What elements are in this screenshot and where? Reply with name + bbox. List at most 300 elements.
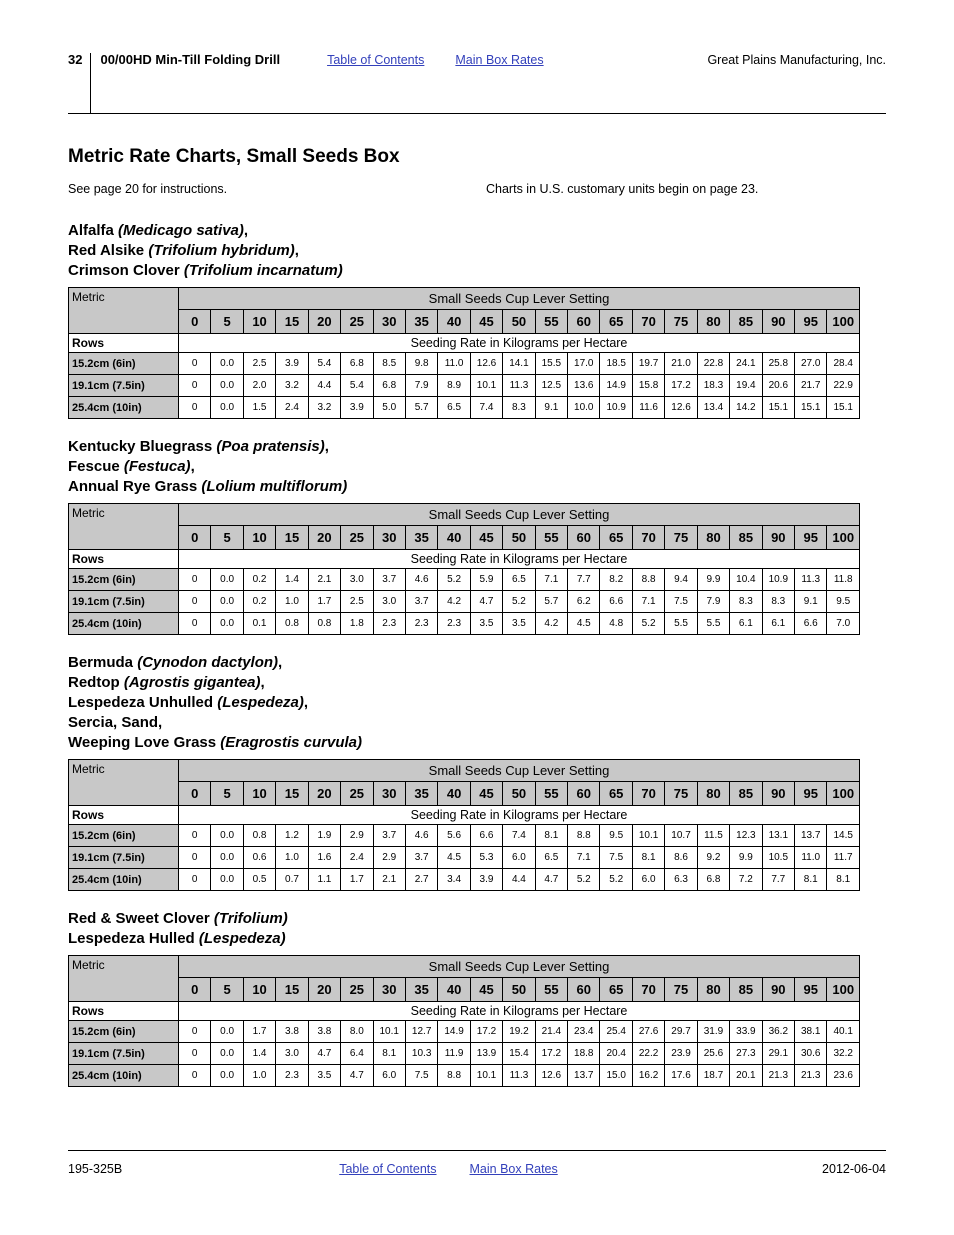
rate-value-cell: 4.4 [308,375,340,397]
rate-value-cell: 21.3 [762,1065,794,1087]
lever-setting-value: 45 [470,978,502,1002]
metric-corner-label: Metric [69,760,179,806]
rate-value-cell: 6.5 [535,847,567,869]
rate-value-cell: 23.6 [827,1065,860,1087]
rate-row [69,847,860,869]
rate-value-cell: 2.1 [373,869,405,891]
company-name: Great Plains Manufacturing, Inc. [707,53,886,67]
species-heading [68,713,886,733]
species-heading [68,653,886,673]
rate-value-cell: 7.9 [405,375,437,397]
rate-value-cell: 12.7 [405,1021,437,1043]
species-name: Annual Rye Grass [68,478,198,495]
rate-value-cell: 8.3 [762,591,794,613]
row-spacing-label: 19.1cm (7.5in) [69,591,179,613]
rate-value-cell: 11.8 [827,569,860,591]
rate-value-cell: 2.3 [438,613,470,635]
metric-corner-label: Metric [69,288,179,334]
lever-setting-header: Small Seeds Cup Lever Setting [179,760,860,782]
species-heading [68,261,886,281]
lever-setting-value: 15 [276,526,308,550]
lever-setting-value: 65 [600,782,632,806]
part-number: 195-325B [68,1162,123,1176]
rate-value-cell: 3.9 [341,397,373,419]
species-heading [68,221,886,241]
rate-value-cell: 27.0 [795,353,827,375]
rate-value-cell: 4.6 [405,569,437,591]
rate-value-cell: 1.7 [341,869,373,891]
lever-setting-value: 95 [795,310,827,334]
lever-setting-value: 65 [600,310,632,334]
rate-value-cell: 5.4 [341,375,373,397]
species-heading-tail: , [243,222,249,239]
rate-value-cell: 1.6 [308,847,340,869]
species-latin-name: (Medicago sativa) [113,222,244,239]
rate-value-cell: 9.9 [697,569,729,591]
rate-value-cell: 13.1 [762,825,794,847]
rate-value-cell: 1.5 [243,397,275,419]
rate-row [69,869,860,891]
rate-value-cell: 5.0 [373,397,405,419]
species-heading-tail: , [294,242,299,259]
page-header [68,52,886,114]
rate-value-cell: 1.2 [276,825,308,847]
rate-value-cell: 6.4 [341,1043,373,1065]
rate-value-cell: 4.7 [535,869,567,891]
lever-setting-value: 95 [795,526,827,550]
row-spacing-label: 25.4cm (10in) [69,613,179,635]
rate-value-cell: 11.3 [503,1065,535,1087]
notes-row [68,182,886,199]
lever-setting-value: 15 [276,782,308,806]
rate-value-cell: 6.8 [341,353,373,375]
main-box-rates-link[interactable]: Main Box Rates [455,53,544,67]
lever-setting-value: 85 [730,782,762,806]
rate-value-cell: 1.7 [243,1021,275,1043]
rate-value-cell: 9.5 [600,825,632,847]
lever-setting-value: 65 [600,978,632,1002]
species-heading [68,673,886,693]
species-heading [68,693,886,713]
rate-table-body [69,1002,860,1087]
rate-value-cell: 1.9 [308,825,340,847]
rate-value-cell: 0.0 [211,1065,243,1087]
rate-value-cell: 13.9 [470,1043,502,1065]
lever-setting-value: 35 [405,978,437,1002]
rate-value-cell: 7.5 [405,1065,437,1087]
rate-value-cell: 15.1 [795,397,827,419]
footer-toc-link[interactable]: Table of Contents [339,1162,437,1176]
rate-value-cell: 0.0 [211,869,243,891]
rate-value-cell: 17.0 [568,353,600,375]
rate-value-cell: 9.9 [730,847,762,869]
rate-table-head [69,288,860,334]
rate-value-cell: 12.6 [665,397,697,419]
rate-table-body [69,334,860,419]
rate-value-cell: 0 [179,397,211,419]
rate-value-cell: 11.9 [438,1043,470,1065]
rate-value-cell: 22.8 [697,353,729,375]
lever-setting-value: 20 [308,526,340,550]
rate-value-cell: 2.7 [405,869,437,891]
rate-value-cell: 5.7 [535,591,567,613]
rate-value-cell: 3.9 [276,353,308,375]
lever-setting-value: 30 [373,782,405,806]
rate-value-cell: 29.1 [762,1043,794,1065]
species-latin-name: (Lespedeza) [213,694,304,711]
rate-value-cell: 0 [179,375,211,397]
lever-setting-value: 35 [405,526,437,550]
seed-section [68,221,886,419]
metric-corner-label: Metric [69,956,179,1002]
rate-value-cell: 12.3 [730,825,762,847]
rate-value-cell: 8.9 [438,375,470,397]
toc-link[interactable]: Table of Contents [327,53,425,67]
species-heading-tail: , [190,458,195,475]
rate-table-head [69,760,860,806]
rate-value-cell: 27.3 [730,1043,762,1065]
species-latin-name: (Agrostis gigantea) [119,674,261,691]
row-spacing-label: 25.4cm (10in) [69,869,179,891]
rate-value-cell: 27.6 [632,1021,664,1043]
rate-value-cell: 6.0 [503,847,535,869]
rate-value-cell: 0 [179,1043,211,1065]
rate-value-cell: 36.2 [762,1021,794,1043]
row-spacing-label: 15.2cm (6in) [69,353,179,375]
rate-value-cell: 3.9 [470,869,502,891]
rate-value-cell: 6.2 [568,591,600,613]
species-heading [68,457,886,477]
species-name: Weeping Love Grass [68,734,217,751]
rate-value-cell: 2.5 [243,353,275,375]
rate-value-cell: 1.8 [341,613,373,635]
rate-value-cell: 0.0 [211,1043,243,1065]
lever-setting-value: 70 [632,310,664,334]
rate-table [68,287,860,419]
lever-setting-value: 90 [762,978,794,1002]
rate-value-cell: 9.4 [665,569,697,591]
lever-values-row [69,978,860,1002]
lever-setting-value: 60 [568,782,600,806]
lever-setting-value: 55 [535,310,567,334]
rate-value-cell: 11.0 [438,353,470,375]
lever-setting-value: 50 [503,782,535,806]
rate-value-cell: 1.0 [276,847,308,869]
rate-table-body [69,550,860,635]
lever-setting-value: 80 [697,978,729,1002]
rate-value-cell: 2.9 [341,825,373,847]
lever-setting-value: 10 [243,782,275,806]
lever-values-row [69,526,860,550]
rate-value-cell: 15.0 [600,1065,632,1087]
rate-value-cell: 0.0 [211,591,243,613]
rate-value-cell: 20.1 [730,1065,762,1087]
footer-main-box-rates-link[interactable]: Main Box Rates [469,1162,558,1176]
lever-setting-value: 75 [665,782,697,806]
rate-value-cell: 0 [179,825,211,847]
rate-value-cell: 8.1 [373,1043,405,1065]
lever-setting-value: 70 [632,978,664,1002]
seeding-rate-header: Seeding Rate in Kilograms per Hectare [179,806,860,825]
rate-value-cell: 7.2 [730,869,762,891]
lever-setting-value: 0 [179,526,211,550]
lever-setting-value: 30 [373,526,405,550]
lever-setting-value: 95 [795,978,827,1002]
rate-value-cell: 6.5 [438,397,470,419]
lever-setting-value: 10 [243,526,275,550]
rate-value-cell: 0 [179,353,211,375]
rate-value-cell: 20.4 [600,1043,632,1065]
lever-setting-value: 45 [470,782,502,806]
rate-value-cell: 7.4 [503,825,535,847]
rate-value-cell: 0 [179,569,211,591]
rate-value-cell: 19.4 [730,375,762,397]
lever-header-row [69,504,860,526]
rate-value-cell: 3.7 [405,847,437,869]
rate-row [69,1065,860,1087]
rate-value-cell: 28.4 [827,353,860,375]
seeding-rate-header: Seeding Rate in Kilograms per Hectare [179,1002,860,1021]
rate-value-cell: 10.1 [470,375,502,397]
lever-setting-value: 80 [697,526,729,550]
species-latin-name: (Trifolium incarnatum) [179,262,343,279]
lever-setting-header: Small Seeds Cup Lever Setting [179,288,860,310]
rate-value-cell: 0.0 [211,397,243,419]
rate-value-cell: 17.2 [665,375,697,397]
rate-value-cell: 8.1 [535,825,567,847]
rate-value-cell: 0.8 [243,825,275,847]
rate-value-cell: 5.2 [503,591,535,613]
lever-setting-value: 80 [697,782,729,806]
rate-value-cell: 10.0 [568,397,600,419]
lever-setting-value: 45 [470,310,502,334]
lever-setting-value: 75 [665,310,697,334]
rate-value-cell: 8.8 [632,569,664,591]
lever-values-row [69,310,860,334]
species-heading [68,437,886,457]
lever-setting-value: 60 [568,310,600,334]
species-name: Kentucky Bluegrass [68,438,213,455]
species-latin-name: (Lolium multiflorum) [197,478,348,495]
species-name: Red Alsike [68,242,145,259]
rate-value-cell: 8.8 [568,825,600,847]
rate-table-body [69,806,860,891]
rate-value-cell: 17.2 [535,1043,567,1065]
rate-value-cell: 15.8 [632,375,664,397]
doc-title: 00/00HD Min-Till Folding Drill [100,52,281,67]
rate-value-cell: 5.5 [665,613,697,635]
rate-value-cell: 7.0 [827,613,860,635]
lever-header-row [69,956,860,978]
lever-setting-value: 30 [373,310,405,334]
rate-value-cell: 4.7 [341,1065,373,1087]
lever-header-row [69,288,860,310]
lever-setting-value: 0 [179,310,211,334]
instructions-note: See page 20 for instructions. [68,182,228,196]
rate-value-cell: 14.9 [600,375,632,397]
rate-row [69,397,860,419]
rate-value-cell: 0.1 [243,613,275,635]
lever-setting-value: 55 [535,782,567,806]
rate-value-cell: 6.1 [730,613,762,635]
lever-setting-value: 20 [308,978,340,1002]
rate-value-cell: 1.0 [276,591,308,613]
section-headings [68,909,886,949]
rate-value-cell: 21.0 [665,353,697,375]
row-spacing-label: 19.1cm (7.5in) [69,847,179,869]
rate-value-cell: 30.6 [795,1043,827,1065]
rate-value-cell: 2.9 [373,847,405,869]
footer-links [339,1162,558,1176]
rate-value-cell: 22.9 [827,375,860,397]
rate-value-cell: 14.9 [438,1021,470,1043]
rate-value-cell: 18.7 [697,1065,729,1087]
lever-setting-value: 5 [211,526,243,550]
rate-value-cell: 5.4 [308,353,340,375]
rate-value-cell: 4.7 [308,1043,340,1065]
species-latin-name: (Lespedeza) [194,930,286,947]
rate-value-cell: 6.6 [600,591,632,613]
rate-value-cell: 10.1 [470,1065,502,1087]
lever-setting-value: 70 [632,782,664,806]
rate-value-cell: 10.7 [665,825,697,847]
rate-row [69,1021,860,1043]
rate-value-cell: 4.7 [470,591,502,613]
species-heading [68,477,886,497]
rate-value-cell: 7.7 [568,569,600,591]
rate-value-cell: 0.0 [211,569,243,591]
rate-value-cell: 3.8 [276,1021,308,1043]
rate-value-cell: 5.7 [405,397,437,419]
species-name: Lespedeza Unhulled [68,694,214,711]
lever-setting-value: 50 [503,526,535,550]
rate-value-cell: 10.9 [600,397,632,419]
rate-value-cell: 20.6 [762,375,794,397]
rate-value-cell: 0 [179,847,211,869]
rate-value-cell: 7.5 [600,847,632,869]
seeding-rate-header: Seeding Rate in Kilograms per Hectare [179,550,860,569]
lever-header-row [69,760,860,782]
rate-value-cell: 25.8 [762,353,794,375]
lever-setting-value: 80 [697,310,729,334]
rate-value-cell: 8.5 [373,353,405,375]
row-spacing-label: 15.2cm (6in) [69,825,179,847]
species-latin-name: (Trifolium) [209,910,288,927]
rate-value-cell: 15.1 [762,397,794,419]
rate-row [69,1043,860,1065]
page-title: Metric Rate Charts, Small Seeds Box [68,146,400,167]
lever-setting-value: 25 [341,782,373,806]
rate-value-cell: 8.6 [665,847,697,869]
rate-value-cell: 7.1 [568,847,600,869]
seed-section [68,437,886,635]
species-heading-tail: , [303,694,309,711]
lever-setting-value: 40 [438,978,470,1002]
rate-value-cell: 15.5 [535,353,567,375]
rate-value-cell: 3.5 [308,1065,340,1087]
rate-value-cell: 6.1 [762,613,794,635]
rate-value-cell: 6.6 [470,825,502,847]
rate-value-cell: 0 [179,1021,211,1043]
rate-value-cell: 10.5 [762,847,794,869]
rate-value-cell: 1.1 [308,869,340,891]
rate-value-cell: 29.7 [665,1021,697,1043]
rate-value-cell: 3.7 [405,591,437,613]
rate-value-cell: 8.3 [730,591,762,613]
rate-value-cell: 16.2 [632,1065,664,1087]
rows-label: Rows [69,334,179,353]
lever-setting-value: 20 [308,782,340,806]
rate-value-cell: 8.0 [341,1021,373,1043]
rate-value-cell: 8.1 [632,847,664,869]
rate-value-cell: 14.2 [730,397,762,419]
rate-value-cell: 10.1 [632,825,664,847]
rate-value-cell: 21.3 [795,1065,827,1087]
rate-value-cell: 4.2 [438,591,470,613]
rate-value-cell: 0 [179,869,211,891]
rows-label: Rows [69,806,179,825]
rate-value-cell: 38.1 [795,1021,827,1043]
rate-value-cell: 15.1 [827,397,860,419]
rate-value-cell: 3.8 [308,1021,340,1043]
rate-value-cell: 3.2 [308,397,340,419]
rate-value-cell: 10.4 [730,569,762,591]
rate-value-cell: 40.1 [827,1021,860,1043]
lever-setting-value: 40 [438,782,470,806]
rate-value-cell: 7.1 [535,569,567,591]
rows-header-row [69,550,860,569]
rate-value-cell: 4.8 [600,613,632,635]
page-footer [68,1150,886,1176]
lever-setting-value: 70 [632,526,664,550]
rate-value-cell: 3.5 [470,613,502,635]
rate-value-cell: 5.2 [438,569,470,591]
rate-value-cell: 33.9 [730,1021,762,1043]
rate-value-cell: 15.4 [503,1043,535,1065]
rate-value-cell: 5.9 [470,569,502,591]
seed-section [68,653,886,891]
species-latin-name: (Poa pratensis) [212,438,325,455]
row-spacing-label: 15.2cm (6in) [69,569,179,591]
rate-row [69,591,860,613]
rate-value-cell: 6.3 [665,869,697,891]
rate-table [68,759,860,891]
rate-value-cell: 25.6 [697,1043,729,1065]
species-heading-tail: , [324,438,329,455]
species-name: Fescue [68,458,120,475]
rate-value-cell: 8.8 [438,1065,470,1087]
lever-setting-value: 35 [405,310,437,334]
rate-value-cell: 8.1 [795,869,827,891]
rate-value-cell: 2.5 [341,591,373,613]
species-heading-tail: , [278,654,283,671]
species-latin-name: (Cynodon dactylon) [133,654,279,671]
lever-setting-value: 15 [276,978,308,1002]
lever-setting-value: 90 [762,310,794,334]
rate-value-cell: 3.7 [373,569,405,591]
units-note: Charts in U.S. customary units begin on page 23. [486,182,759,196]
lever-setting-value: 10 [243,978,275,1002]
rate-value-cell: 0.0 [211,1021,243,1043]
lever-setting-value: 55 [535,978,567,1002]
rate-value-cell: 10.1 [373,1021,405,1043]
rate-value-cell: 7.5 [665,591,697,613]
rows-header-row [69,806,860,825]
rate-value-cell: 3.0 [373,591,405,613]
rate-value-cell: 1.7 [308,591,340,613]
rate-value-cell: 7.1 [632,591,664,613]
rate-value-cell: 5.2 [600,869,632,891]
